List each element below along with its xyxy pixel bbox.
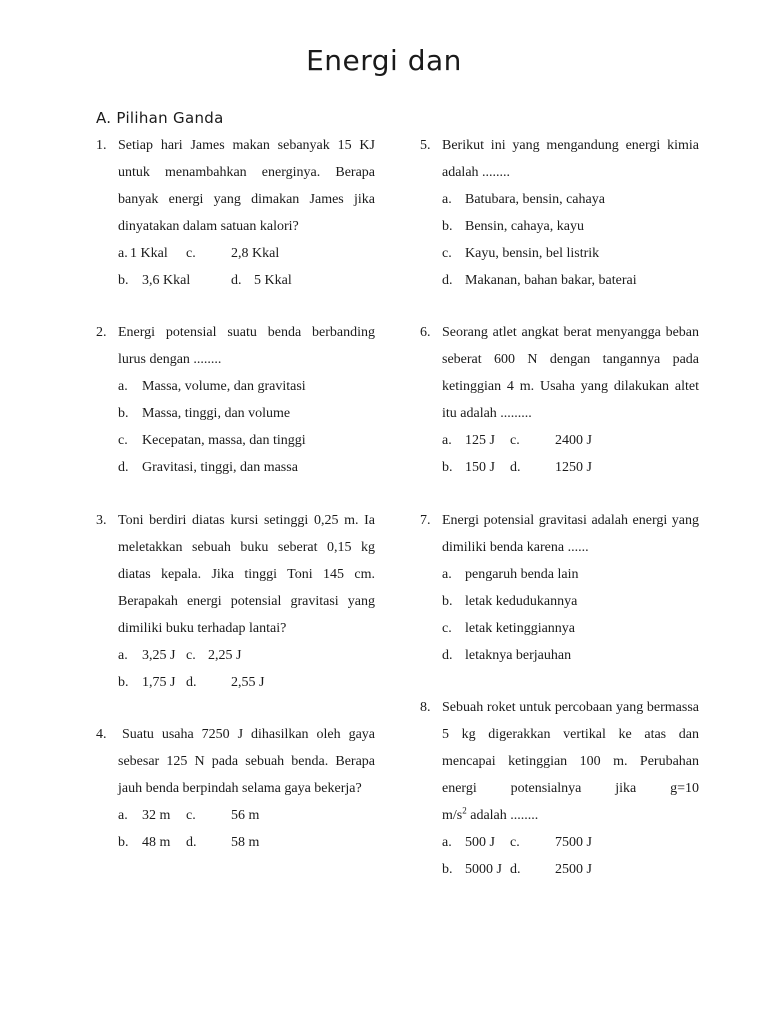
option-value: 3,6 Kkal xyxy=(142,273,191,288)
option-row xyxy=(420,588,699,615)
option-label: d. xyxy=(442,648,453,663)
question-number: 5. xyxy=(420,138,431,153)
option-value: Makanan, bahan bakar, baterai xyxy=(465,273,637,288)
option-label: b. xyxy=(442,460,453,475)
question-text: Sebuah roket untuk percobaan yang bermassa 5 kg digerakkan vertikal ke atas dan mencapai ketinggian 100 m. Perubahan energi potensialnya jika g=10 xyxy=(442,700,699,796)
option-label: d. xyxy=(510,862,521,877)
option-label: c. xyxy=(510,835,520,850)
option-value: 2,25 J xyxy=(208,648,242,663)
question-text: Energi potensial gravitasi adalah energi yang dimiliki benda karena ...... xyxy=(442,513,699,555)
option-row xyxy=(420,615,699,642)
option-value: 32 m xyxy=(142,808,171,823)
question-number: 8. xyxy=(420,700,431,715)
option-row xyxy=(420,642,699,669)
option-value: letaknya berjauhan xyxy=(465,648,572,663)
option-label: b. xyxy=(118,675,129,690)
option-label: a. xyxy=(442,835,452,850)
option-value: letak ketinggiannya xyxy=(465,621,576,636)
question-text: Berikut ini yang mengandung energi kimia adalah ........ xyxy=(442,138,699,180)
option-label: b. xyxy=(118,835,129,850)
option-value: Kayu, bensin, bel listrik xyxy=(465,246,600,261)
option-row xyxy=(96,669,375,696)
question-text: Suatu usaha 7250 J dihasilkan oleh gaya sebesar 125 N pada sebuah benda. Berapa jauh benda berpindah selama gaya bekerja? xyxy=(118,727,375,796)
option-value: 1 Kkal xyxy=(130,246,168,261)
question-number: 3. xyxy=(96,513,107,528)
option-value: 1250 J xyxy=(555,460,592,475)
option-row xyxy=(420,240,699,267)
option-row xyxy=(96,642,375,669)
option-row xyxy=(96,427,375,454)
option-value: Massa, tinggi, dan volume xyxy=(142,406,291,421)
option-label: c. xyxy=(186,648,196,663)
option-value: pengaruh benda lain xyxy=(465,567,579,582)
option-value: 5 Kkal xyxy=(254,273,292,288)
option-label: a. xyxy=(118,648,128,663)
option-value: 2500 J xyxy=(555,862,592,877)
option-value: Gravitasi, tinggi, dan massa xyxy=(142,460,298,475)
option-row xyxy=(420,829,699,856)
option-label: d. xyxy=(231,273,242,288)
option-label: c. xyxy=(442,621,452,636)
option-label: a. xyxy=(442,567,452,582)
question-4 xyxy=(96,721,375,856)
option-row xyxy=(96,400,375,427)
question-number: 4. xyxy=(96,727,107,742)
question-8 xyxy=(420,694,699,883)
option-value: letak kedudukannya xyxy=(465,594,578,609)
option-value: Kecepatan, massa, dan tinggi xyxy=(142,433,306,448)
option-label: a. xyxy=(118,246,128,261)
option-value: Massa, volume, dan gravitasi xyxy=(142,379,306,394)
unit-text: m/s xyxy=(442,808,463,823)
question-6 xyxy=(420,319,699,481)
option-label: c. xyxy=(510,433,520,448)
option-row xyxy=(420,186,699,213)
option-row xyxy=(96,373,375,400)
question-number: 6. xyxy=(420,325,431,340)
option-label: d. xyxy=(442,273,453,288)
option-label: a. xyxy=(118,808,128,823)
option-label: c. xyxy=(442,246,452,261)
option-row xyxy=(420,454,699,481)
question-7 xyxy=(420,507,699,669)
option-label: d. xyxy=(186,835,197,850)
section-heading: A. Pilihan Ganda xyxy=(96,109,224,127)
question-text: Setiap hari James makan sebanyak 15 KJ untuk menambahkan energinya. Berapa banyak energi yang dimakan James jika dinyatakan dalam satuan kalori? xyxy=(118,138,375,234)
option-label: c. xyxy=(186,246,196,261)
option-value: 2,55 J xyxy=(231,675,265,690)
option-value: 7500 J xyxy=(555,835,592,850)
unit-exponent: 2 xyxy=(462,805,467,816)
option-label: d. xyxy=(510,460,521,475)
question-text: Seorang atlet angkat berat menyangga beban seberat 600 N dengan tangannya pada ketinggian 4 m. Usaha yang dilakukan altet itu adalah ......... xyxy=(442,325,699,421)
option-row xyxy=(96,802,375,829)
option-label: b. xyxy=(442,219,453,234)
question-text-end xyxy=(442,802,699,829)
question-number: 2. xyxy=(96,325,107,340)
option-row xyxy=(420,561,699,588)
option-row xyxy=(96,267,375,294)
option-label: b. xyxy=(118,406,129,421)
option-label: a. xyxy=(442,433,452,448)
option-row xyxy=(420,213,699,240)
question-number: 1. xyxy=(96,138,107,153)
question-2 xyxy=(96,319,375,481)
page-title: Energi dan xyxy=(306,44,462,77)
option-row xyxy=(420,427,699,454)
option-value: 1,75 J xyxy=(142,675,176,690)
option-value: 2400 J xyxy=(555,433,592,448)
option-label: a. xyxy=(442,192,452,207)
option-label: d. xyxy=(186,675,197,690)
option-value: 5000 J xyxy=(465,862,502,877)
option-label: d. xyxy=(118,460,129,475)
question-number: 7. xyxy=(420,513,431,528)
question-text-tail: adalah ........ xyxy=(466,808,539,823)
option-label: c. xyxy=(118,433,128,448)
option-label: a. xyxy=(118,379,128,394)
option-label: b. xyxy=(442,594,453,609)
option-row xyxy=(96,454,375,481)
question-5 xyxy=(420,132,699,294)
question-text: Toni berdiri diatas kursi setinggi 0,25 m. Ia meletakkan sebuah buku seberat 0,15 kg diatas kepala. Jika tinggi Toni 145 cm. Berapakah energi potensial gravitasi yang dimiliki buku terhadap lantai? xyxy=(118,513,375,636)
option-value: Bensin, cahaya, kayu xyxy=(465,219,584,234)
question-text: Energi potensial suatu benda berbanding lurus dengan ........ xyxy=(118,325,375,367)
question-3 xyxy=(96,507,375,696)
option-value: 56 m xyxy=(231,808,260,823)
option-value: 48 m xyxy=(142,835,171,850)
option-row xyxy=(420,856,699,883)
option-row xyxy=(96,240,375,267)
question-1 xyxy=(96,132,375,294)
option-label: b. xyxy=(442,862,453,877)
option-value: 125 J xyxy=(465,433,495,448)
option-row xyxy=(96,829,375,856)
option-value: 2,8 Kkal xyxy=(231,246,280,261)
option-value: 58 m xyxy=(231,835,260,850)
option-label: b. xyxy=(118,273,129,288)
option-value: Batubara, bensin, cahaya xyxy=(465,192,605,207)
option-value: 150 J xyxy=(465,460,495,475)
option-label: c. xyxy=(186,808,196,823)
option-value: 500 J xyxy=(465,835,495,850)
option-row xyxy=(420,267,699,294)
option-value: 3,25 J xyxy=(142,648,176,663)
